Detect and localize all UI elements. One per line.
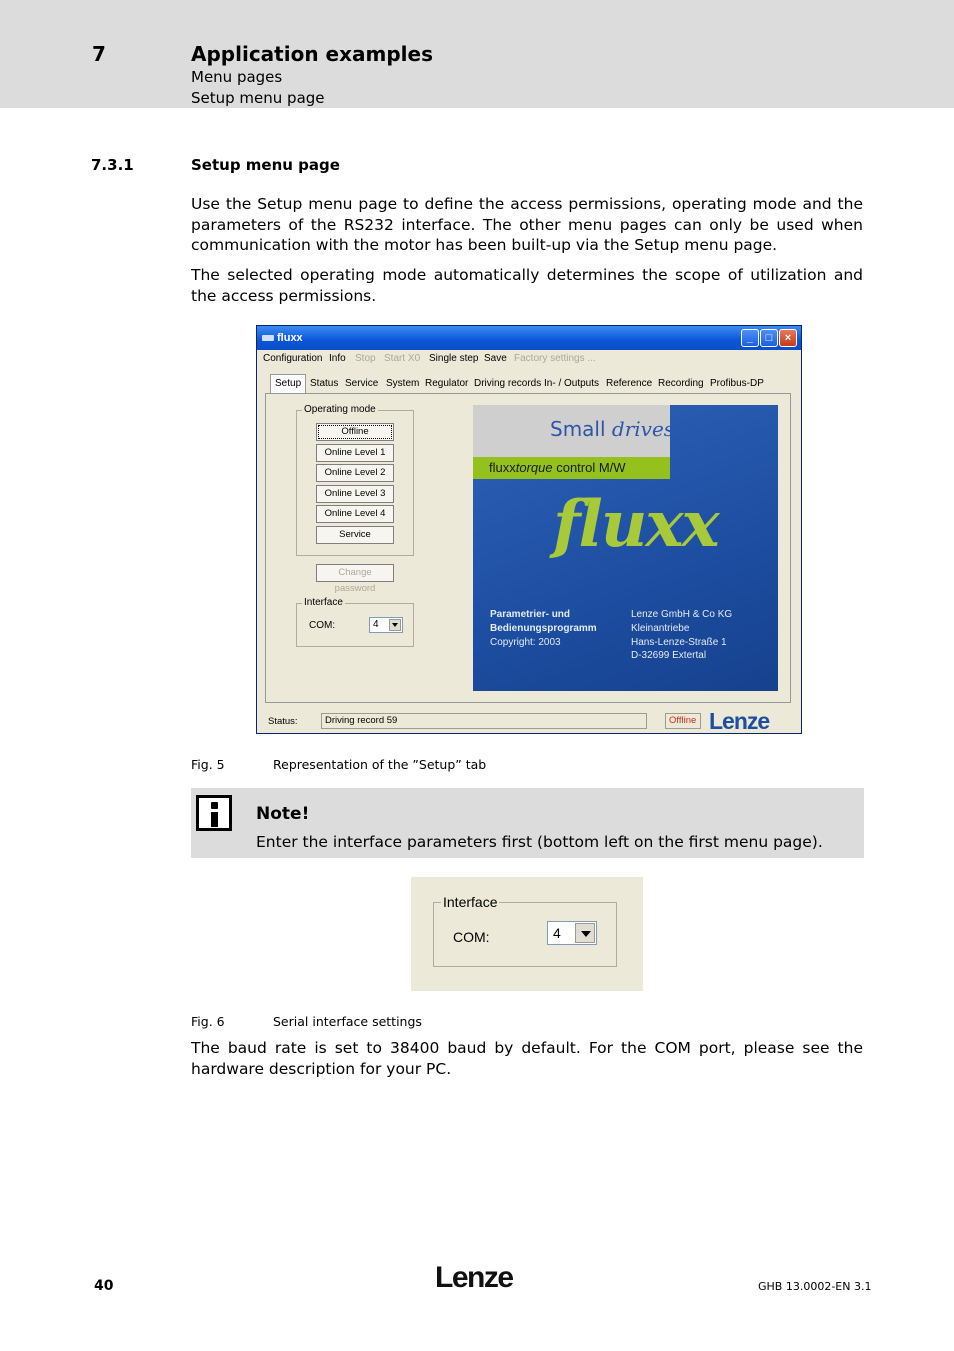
interface-label-zoom: Interface (443, 894, 498, 910)
fig6-label: Fig. 6 (191, 1014, 225, 1029)
page-number: 40 (94, 1278, 114, 1294)
close-icon[interactable]: × (779, 329, 797, 347)
interface-settings-screenshot (411, 877, 643, 991)
splash-right-line-4: D-32699 Extertal (631, 650, 707, 661)
splash-product-a: fluxx (489, 460, 516, 475)
tab-reference[interactable]: Reference (606, 378, 653, 389)
chevron-down-icon[interactable] (575, 923, 595, 943)
tab-regulator[interactable]: Regulator (425, 378, 469, 389)
com-value: 4 (373, 619, 379, 630)
chapter-title: Application examples (191, 42, 433, 66)
offline-button[interactable]: Offline (316, 423, 394, 441)
fig6-caption: Serial interface settings (273, 1014, 422, 1029)
com-value-zoom: 4 (553, 925, 561, 941)
splash-left-line-3: Copyright: 2003 (490, 637, 561, 648)
menu-stop[interactable]: Stop (355, 353, 376, 364)
splash-fluxx-logo: fluxx (553, 487, 718, 562)
tab-recording[interactable]: Recording (658, 378, 704, 389)
lenze-logo: Lenze (435, 1261, 513, 1294)
com-label: COM: (309, 620, 336, 631)
splash-right-line-2: Kleinantriebe (631, 623, 690, 634)
online-level-1-button[interactable]: Online Level 1 (316, 444, 394, 462)
tab-profibus-dp[interactable]: Profibus-DP (710, 378, 764, 389)
online-level-3-button[interactable]: Online Level 3 (316, 485, 394, 503)
service-button[interactable]: Service (316, 526, 394, 544)
status-bar (257, 708, 801, 734)
window-titlebar (257, 326, 801, 350)
window-title: fluxx (277, 332, 303, 344)
fig5-caption: Representation of the ”Setup” tab (273, 757, 487, 772)
maximize-icon[interactable]: □ (760, 329, 778, 347)
chapter-number: 7 (92, 42, 106, 66)
note-title: Note! (256, 804, 310, 824)
operating-mode-label: Operating mode (304, 404, 376, 415)
splash-drives: drives (611, 417, 675, 441)
note-text: Enter the interface parameters first (bottom left on the first menu page). (256, 833, 823, 851)
com-select-zoom[interactable] (547, 921, 597, 945)
status-label: Status: (268, 716, 298, 727)
tab-setup[interactable]: Setup (270, 374, 306, 394)
menu-start[interactable]: Start X0 (384, 353, 421, 364)
online-level-2-button[interactable]: Online Level 2 (316, 464, 394, 482)
tab-status[interactable]: Status (310, 378, 339, 389)
splash-right-line-1: Lenze GmbH & Co KG (631, 609, 733, 620)
status-mode: Offline (665, 713, 701, 729)
header-sub-1: Menu pages (191, 68, 283, 86)
change-password-button[interactable]: Change password (316, 564, 394, 582)
splash-left-line-1: Parametrier- und (490, 609, 571, 620)
paragraph-1: Use the Setup menu page to define the access permissions, operating mode and the parameters of the RS232 interface. The other menu pages can only be used when communication with the motor has been built-up via the Setup menu page. (191, 195, 863, 254)
com-select[interactable] (369, 617, 403, 633)
section-title: Setup menu page (191, 156, 340, 174)
paragraph-2: The selected operating mode automatically determines the scope of utilization and the access permissions. (191, 266, 863, 305)
tab-driving-records[interactable]: Driving records (474, 378, 542, 389)
minimize-icon[interactable]: _ (741, 329, 759, 347)
menu-configuration[interactable]: Configuration (263, 353, 323, 364)
app-icon (262, 335, 274, 341)
lenze-logo-window: Lenze (709, 708, 770, 734)
splash-product-c: control M/W (552, 460, 626, 475)
chevron-down-icon[interactable] (389, 619, 401, 631)
tab-system[interactable]: System (386, 378, 420, 389)
menu-save[interactable]: Save (484, 353, 507, 364)
tab-bar (257, 374, 801, 394)
fig5-label: Fig. 5 (191, 757, 225, 772)
interface-label: Interface (304, 597, 343, 608)
menu-factory-settings[interactable]: Factory settings ... (514, 353, 596, 364)
note-box (191, 788, 864, 858)
menu-info[interactable]: Info (329, 353, 346, 364)
header-sub-2: Setup menu page (191, 89, 325, 107)
splash-left-line-2: Bedienungsprogramm (490, 623, 597, 634)
page-header (0, 0, 954, 108)
splash-product (489, 460, 626, 475)
info-icon (196, 795, 232, 831)
splash-small: Small (550, 417, 606, 441)
menu-bar (257, 350, 801, 368)
section-number: 7.3.1 (91, 156, 134, 174)
tab-service[interactable]: Service (345, 378, 379, 389)
fluxx-window-screenshot (256, 325, 802, 734)
com-label-zoom: COM: (453, 929, 490, 945)
document-id: GHB 13.0002-EN 3.1 (758, 1280, 872, 1293)
tab-in-outputs[interactable]: In- / Outputs (544, 378, 600, 389)
status-field: Driving record 59 (321, 713, 647, 729)
splash-right-line-3: Hans-Lenze-Straße 1 (631, 637, 727, 648)
splash-image (473, 405, 778, 691)
paragraph-3: The baud rate is set to 38400 baud by default. For the COM port, please see the hardware description for your PC. (191, 1039, 863, 1078)
menu-single-step[interactable]: Single step (429, 353, 479, 364)
online-level-4-button[interactable]: Online Level 4 (316, 505, 394, 523)
splash-small-drives (550, 417, 674, 441)
splash-product-b: torque (515, 460, 553, 475)
